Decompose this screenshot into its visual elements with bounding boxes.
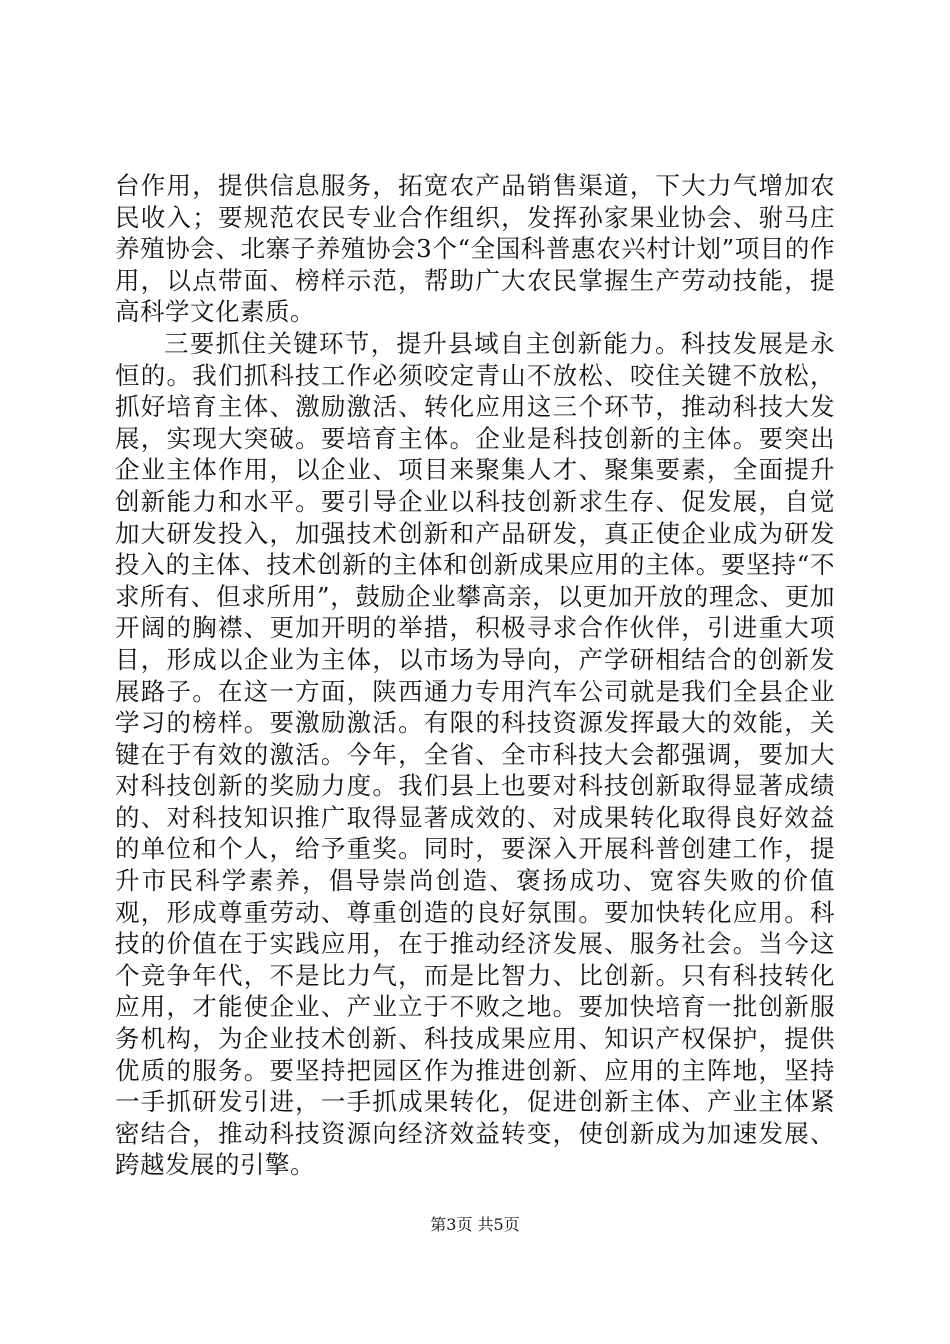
page-number-footer: 第3页 共5页 bbox=[430, 1215, 520, 1234]
paragraph-key-links: 三要抓住关键环节，提升县域自主创新能力。科技发展是永恒的。我们抓科技工作必须咬定青山不放松、咬住关键不放松，抓好培育主体、激励激活、转化应用这三个环节，推动科技大发展，实现大突破。要培育主体。企业是科技创新的主体。要突出企业主体作用，以企业、项目来聚集人才、聚集要素，全面提升创新能力和水平。要引导企业以科技创新求生存、促发展，自觉加大研发投入，加强技术创新和产品研发，真正使企业成为研发投入的主体、技术创新的主体和创新成果应用的主体。要坚持“不求所有、但求所用”，鼓励企业攀高亲，以更加开放的理念、更加开阔的胸襟、更加开明的举措，积极寻求合作伙伴，引进重大项目，形成以企业为主体，以市场为导向，产学研相结合的创新发展路子。在这一方面，陕西通力专用汽车公司就是我们全县企业学习的榜样。要激励激活。有限的科技资源发挥最大的效能，关键在于有效的激活。今年，全省、全市科技大会都强调，要加大对科技创新的奖励力度。我们县上也要对科技创新取得显著成绩的、对科技知识推广取得显著成效的、对成果转化取得良好效益的单位和个人，给予重奖。同时，要深入开展科普创建工作，提升市民科学素养，倡导崇尚创造、褒扬成功、宽容失败的价值观，形成尊重劳动、尊重创造的良好氛围。要加快转化应用。科技的价值在于实践应用，在于推动经济发展、服务社会。当今这个竞争年代，不是比力气，而是比智力、比创新。只有科技转化应用，才能使企业、产业立于不败之地。要加快培育一批创新服务机构，为企业技术创新、科技成果应用、知识产权保护，提供优质的服务。要坚持把园区作为推进创新、应用的主阵地，坚持一手抓研发引进，一手抓成果转化，促进创新主体、产业主体紧密结合，推动科技资源向经济效益转变，使创新成为加速发展、跨越发展的引擎。 bbox=[115, 328, 835, 1180]
document-body bbox=[115, 170, 835, 1181]
paragraph-continuation: 台作用，提供信息服务，拓宽农产品销售渠道，下大力气增加农民收入；要规范农民专业合作组织，发挥孙家果业协会、驸马庄养殖协会、北寨子养殖协会3个“全国科普惠农兴村计划”项目的作用，以点带面、榜样示范，帮助广大农民掌握生产劳动技能，提高科学文化素质。 bbox=[115, 171, 835, 327]
